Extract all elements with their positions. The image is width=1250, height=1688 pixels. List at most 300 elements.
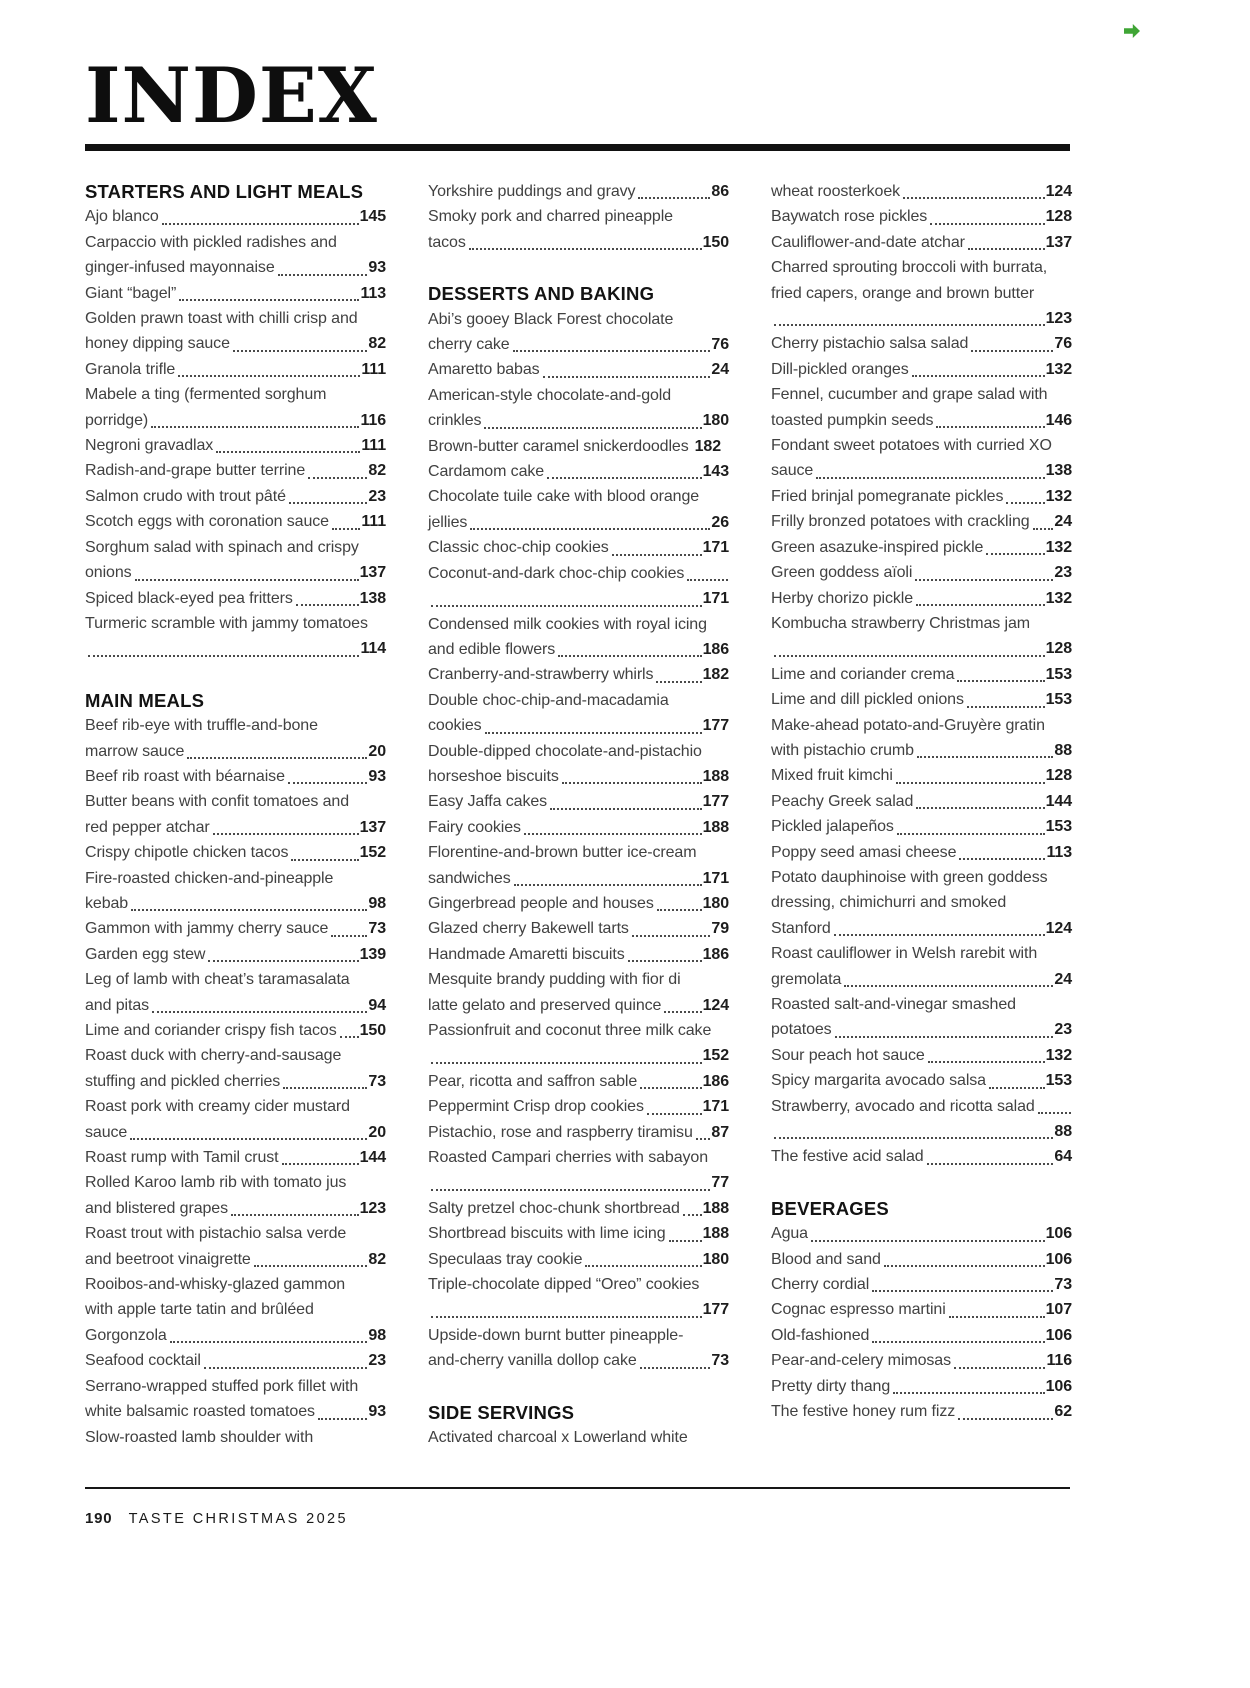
entry-page-number: 23 (1054, 1021, 1072, 1039)
entry-page-number: 153 (1045, 691, 1072, 709)
index-entry (85, 840, 386, 865)
entry-text: horseshoe biscuits (428, 767, 559, 785)
index-entry (428, 535, 729, 560)
dot-leader (278, 274, 368, 276)
entry-text: latte gelato and preserved quince (428, 996, 662, 1014)
entry-page-number: 24 (1054, 970, 1072, 988)
dot-leader (431, 605, 702, 607)
dot-leader (179, 299, 359, 301)
dot-leader (872, 1290, 1053, 1292)
entry-page-number: 73 (1054, 1276, 1072, 1294)
index-column-1 (85, 179, 386, 1451)
entry-text: Negroni gravadlax (85, 437, 214, 455)
dot-leader (254, 1265, 368, 1267)
dot-leader (834, 934, 1045, 936)
entry-text: jellies (428, 513, 468, 531)
entry-page-number: 24 (1054, 513, 1072, 531)
dot-leader (562, 782, 702, 784)
index-entry (771, 814, 1072, 839)
entry-text: Gingerbread people and houses (428, 894, 654, 912)
entry-page-number: 177 (702, 1301, 729, 1319)
entry-page-number: 137 (359, 818, 386, 836)
entry-text: and edible flowers (428, 640, 556, 658)
entry-page-number: 186 (702, 640, 729, 658)
entry-text: Pickled jalapeños (771, 818, 894, 836)
dot-leader (431, 1062, 702, 1064)
entry-page-number: 87 (711, 1123, 729, 1141)
index-entry (771, 357, 1072, 382)
entry-page-number: 94 (368, 996, 386, 1014)
index-entry (85, 1043, 386, 1094)
dot-leader (774, 1137, 1053, 1139)
dot-leader (647, 1113, 702, 1115)
entry-page-number: 73 (368, 1072, 386, 1090)
footer-magazine-name: TASTE CHRISTMAS 2025 (128, 1511, 348, 1527)
dot-leader (696, 1138, 711, 1140)
index-entry (771, 1399, 1072, 1424)
entry-page-number: 186 (702, 945, 729, 963)
page-content (85, 52, 1070, 1451)
entry-text: Smoky pork and charred pineapple (428, 208, 673, 226)
dot-leader (928, 1061, 1045, 1063)
entry-page-number: 77 (711, 1174, 729, 1192)
dot-leader (844, 985, 1053, 987)
entry-text: sauce (771, 462, 814, 480)
entry-page-number: 177 (702, 793, 729, 811)
dot-leader (208, 960, 358, 962)
entry-text: The festive acid salad (771, 1148, 924, 1166)
entry-text: and pitas (85, 996, 150, 1014)
entry-text: sandwiches (428, 869, 511, 887)
entry-page-number: 116 (1046, 1352, 1072, 1370)
dot-leader (289, 502, 368, 504)
index-entry (428, 204, 729, 255)
entry-page-number: 152 (359, 844, 386, 862)
entry-page-number: 188 (702, 1199, 729, 1217)
dot-leader (683, 1214, 702, 1216)
index-entry (771, 1144, 1072, 1169)
entry-page-number: 171 (702, 539, 729, 557)
entry-text: Pretty dirty thang (771, 1377, 891, 1395)
dot-leader (884, 1265, 1045, 1267)
dot-leader (912, 375, 1045, 377)
entry-text: Amaretto babas (428, 361, 540, 379)
index-entry (428, 1094, 729, 1119)
entry-text: Fennel, cucumber and grape salad with (771, 386, 1048, 404)
dot-leader (916, 807, 1044, 809)
dot-leader (131, 909, 367, 911)
dot-leader (816, 477, 1044, 479)
index-entry (428, 1018, 729, 1069)
dot-leader (664, 1011, 701, 1013)
dot-leader (657, 909, 702, 911)
index-entry (428, 1247, 729, 1272)
entry-text: Garden egg stew (85, 945, 206, 963)
section-header: MAIN MEALS (85, 689, 205, 711)
entry-page-number: 23 (368, 1352, 386, 1370)
dot-leader (213, 833, 359, 835)
entry-page-number: 139 (359, 945, 386, 963)
dot-leader (318, 1418, 367, 1420)
dot-leader (949, 1316, 1045, 1318)
index-entry (428, 891, 729, 916)
index-entry (771, 1297, 1072, 1322)
entry-page-number: 93 (368, 259, 386, 277)
entry-page-number: 132 (1045, 360, 1072, 378)
entry-page-number: 82 (368, 335, 386, 353)
entry-text: Kombucha strawberry Christmas jam (771, 614, 1030, 632)
entry-text: The festive honey rum fizz (771, 1403, 956, 1421)
entry-text: Turmeric scramble with jammy tomatoes (85, 614, 368, 632)
dot-leader (971, 350, 1053, 352)
dot-leader (903, 197, 1045, 199)
entry-text: with apple tarte tatin and brûléed (85, 1301, 314, 1319)
entry-text: Mixed fruit kimchi (771, 767, 893, 785)
entry-text: Frilly bronzed potatoes with crackling (771, 513, 1030, 531)
index-entry (771, 331, 1072, 356)
index-entry (428, 459, 729, 484)
index-entry (771, 1043, 1072, 1068)
entry-text: Fondant sweet potatoes with curried XO (771, 437, 1052, 455)
entry-page-number: 26 (711, 513, 729, 531)
entry-page-number: 23 (368, 487, 386, 505)
entry-page-number: 111 (361, 360, 386, 378)
entry-text: honey dipping sauce (85, 335, 230, 353)
entry-text: Fairy cookies (428, 818, 521, 836)
index-entry (771, 204, 1072, 229)
entry-page-number: 76 (1054, 335, 1072, 353)
index-entry (85, 942, 386, 967)
footer-page-number: 190 (85, 1510, 113, 1527)
entry-text: Sour peach hot sauce (771, 1046, 925, 1064)
index-entry (85, 764, 386, 789)
dot-leader (1033, 528, 1054, 530)
entry-page-number: 143 (702, 463, 729, 481)
title-rule (85, 144, 1070, 151)
index-entry (771, 560, 1072, 585)
entry-text: Passionfruit and coconut three milk cake (428, 1022, 712, 1039)
index-entry (85, 1272, 386, 1348)
index-entry (771, 713, 1072, 764)
dot-leader (88, 655, 359, 657)
entry-text: Peachy Greek salad (771, 792, 914, 810)
entry-page-number: 124 (702, 996, 729, 1014)
entry-page-number: 171 (702, 1098, 729, 1116)
entry-text: Mesquite brandy pudding with fior di (428, 971, 681, 989)
entry-page-number: 180 (702, 894, 729, 912)
dot-leader (231, 1214, 359, 1216)
dot-leader (893, 1392, 1044, 1394)
entry-text: Roast rump with Tamil crust (85, 1149, 279, 1167)
dot-leader (331, 935, 367, 937)
entry-page-number: 144 (359, 1149, 386, 1167)
entry-text: ginger-infused mayonnaise (85, 259, 275, 277)
index-entry (85, 1094, 386, 1145)
index-entry (771, 382, 1072, 433)
entry-text: tacos (428, 233, 466, 251)
section-header: BEVERAGES (771, 1197, 889, 1219)
index-entry (85, 586, 386, 611)
index-entry (428, 1196, 729, 1221)
entry-page-number: 128 (1045, 640, 1072, 658)
entry-text: Old-fashioned (771, 1326, 870, 1344)
entry-page-number: 123 (1045, 310, 1072, 328)
dot-leader (959, 858, 1045, 860)
dot-leader (958, 1418, 1053, 1420)
entry-text: Salmon crudo with trout pâté (85, 487, 286, 505)
index-entry (771, 789, 1072, 814)
dot-leader (282, 1163, 359, 1165)
entry-text: marrow sauce (85, 742, 185, 760)
entry-page-number: 93 (368, 767, 386, 785)
index-entry (428, 1272, 729, 1323)
index-entry (771, 763, 1072, 788)
entry-text: and-cherry vanilla dollop cake (428, 1352, 637, 1370)
dot-leader (989, 1087, 1045, 1089)
footer-rule (85, 1487, 1070, 1489)
index-entry (428, 1145, 729, 1196)
dot-leader (151, 426, 359, 428)
entry-text: Lime and dill pickled onions (771, 691, 964, 709)
dot-leader (915, 579, 1053, 581)
entry-text: Strawberry, avocado and ricotta salad (771, 1097, 1035, 1115)
entry-page-number: 123 (359, 1199, 386, 1217)
entry-page-number: 93 (368, 1403, 386, 1421)
dot-leader (340, 1036, 359, 1038)
index-entry (771, 1374, 1072, 1399)
index-entry (85, 1170, 386, 1221)
entry-text: Classic choc-chip cookies (428, 539, 609, 557)
index-entry (428, 561, 729, 612)
entry-text: Rooibos-and-whisky-glazed gammon (85, 1276, 346, 1294)
dot-leader (968, 248, 1045, 250)
index-entry (771, 255, 1072, 331)
entry-page-number: 188 (702, 767, 729, 785)
section-header: STARTERS AND LIGHT MEALS (85, 181, 364, 202)
entry-page-number: 150 (702, 233, 729, 251)
index-entry (771, 662, 1072, 687)
dot-leader (656, 681, 701, 683)
entry-text: Granola trifle (85, 360, 176, 378)
section-header: SIDE SERVINGS (428, 1401, 575, 1423)
dot-leader (170, 1341, 368, 1343)
dot-leader (431, 1316, 702, 1318)
entry-text: Salty pretzel choc-chunk shortbread (428, 1199, 680, 1217)
index-entry (85, 433, 386, 458)
index-entry (85, 789, 386, 840)
index-entry (771, 941, 1072, 992)
entry-page-number: 152 (702, 1047, 729, 1065)
entry-page-number: 23 (1054, 564, 1072, 582)
entry-text: white balsamic roasted tomatoes (85, 1403, 315, 1421)
index-entry (85, 1374, 386, 1425)
entry-page-number: 98 (368, 1326, 386, 1344)
entry-page-number: 106 (1045, 1250, 1072, 1268)
entry-text: Blood and sand (771, 1250, 881, 1268)
entry-text: Mabele a ting (fermented sorghum (85, 386, 327, 404)
entry-text: dressing, chimichurri and smoked (771, 894, 1007, 912)
entry-page-number: 128 (1045, 208, 1072, 226)
entry-page-number: 128 (1045, 767, 1072, 785)
entry-text: Yorkshire puddings and gravy (428, 183, 636, 200)
entry-text: Gammon with jammy cherry sauce (85, 920, 329, 938)
entry-text: Fried brinjal pomegranate pickles (771, 487, 1004, 505)
dot-leader (1038, 1112, 1071, 1114)
index-columns (85, 179, 1070, 1451)
dot-leader (774, 324, 1045, 326)
index-entry (428, 434, 729, 459)
index-entry (428, 916, 729, 941)
entry-text: Roast trout with pistachio salsa verde (85, 1225, 347, 1243)
entry-text: Crispy chipotle chicken tacos (85, 844, 289, 862)
entry-text: sauce (85, 1123, 128, 1141)
entry-page-number: 20 (368, 1123, 386, 1141)
dot-leader (524, 833, 702, 835)
entry-text: Green goddess aïoli (771, 564, 913, 582)
entry-page-number: 116 (360, 411, 386, 429)
entry-page-number: 106 (1045, 1326, 1072, 1344)
index-entry (771, 535, 1072, 560)
entry-page-number: 150 (359, 1022, 386, 1039)
entry-text: Spicy margarita avocado salsa (771, 1072, 986, 1090)
index-entry (85, 916, 386, 941)
entry-text: fried capers, orange and brown butter (771, 284, 1035, 302)
entry-page-number: 138 (1045, 462, 1072, 480)
entry-text: Slow-roasted lamb shoulder with (85, 1428, 314, 1446)
dot-leader (954, 1367, 1046, 1369)
entry-page-number: 88 (1054, 1123, 1072, 1141)
index-entry (428, 967, 729, 1018)
dot-leader (162, 223, 359, 225)
entry-text: Giant “bagel” (85, 284, 177, 302)
entry-page-number: 98 (368, 894, 386, 912)
entry-text: Beef rib roast with béarnaise (85, 767, 285, 785)
entry-text: kebab (85, 894, 129, 912)
dot-leader (308, 477, 367, 479)
entry-text: Seafood cocktail (85, 1352, 201, 1370)
index-entry (428, 1323, 729, 1374)
entry-text: Double choc-chip-and-macadamia (428, 691, 669, 709)
entry-page-number: 144 (1045, 792, 1072, 810)
dot-leader (640, 1367, 711, 1369)
dot-leader (897, 833, 1045, 835)
entry-text: Roast pork with creamy cider mustard (85, 1098, 350, 1116)
entry-text: Handmade Amaretti biscuits (428, 945, 625, 963)
entry-text: Upside-down burnt butter pineapple- (428, 1326, 684, 1344)
index-entry (85, 509, 386, 534)
index-column-2 (428, 179, 729, 1451)
dot-leader (291, 859, 358, 861)
index-entry (771, 1323, 1072, 1348)
entry-page-number: 76 (711, 336, 729, 354)
entry-text: Charred sprouting broccoli with burrata, (771, 259, 1048, 277)
entry-page-number: 153 (1045, 818, 1072, 836)
index-entry (428, 815, 729, 840)
index-entry (771, 865, 1072, 941)
index-entry (428, 1069, 729, 1094)
index-entry (771, 433, 1072, 484)
entry-page-number: 188 (702, 818, 729, 836)
dot-leader (187, 757, 367, 759)
dot-leader (612, 554, 702, 556)
index-entry (771, 509, 1072, 534)
entry-text: red pepper atchar (85, 818, 210, 836)
index-entry (428, 179, 729, 204)
index-column-3 (771, 179, 1072, 1451)
entry-page-number: 188 (702, 1225, 729, 1243)
dot-leader (288, 782, 368, 784)
entry-text: Cherry pistachio salsa salad (771, 335, 969, 353)
dot-leader (640, 1087, 701, 1089)
dot-leader (543, 376, 711, 378)
entry-text: Coconut-and-dark choc-chip cookies (428, 564, 685, 582)
index-entry (771, 230, 1072, 255)
entry-page-number: 73 (368, 920, 386, 938)
dot-leader (835, 1036, 1054, 1038)
index-entry (85, 1018, 386, 1043)
index-entry (85, 713, 386, 764)
dot-leader (178, 375, 360, 377)
entry-text: Lime and coriander crispy fish tacos (85, 1022, 337, 1039)
dot-leader (669, 1240, 702, 1242)
entry-text: Stanford (771, 919, 831, 937)
entry-page-number: 132 (1045, 487, 1072, 505)
dot-leader (774, 655, 1045, 657)
entry-page-number: 114 (360, 640, 386, 658)
entry-text: Cognac espresso martini (771, 1301, 946, 1319)
dot-leader (484, 427, 701, 429)
entry-text: Potato dauphinoise with green goddess (771, 868, 1048, 886)
entry-page-number: 24 (711, 361, 729, 379)
dot-leader (957, 680, 1044, 682)
dot-leader (216, 451, 360, 453)
entry-page-number: 137 (1045, 233, 1072, 251)
index-entry (428, 789, 729, 814)
entry-page-number: 138 (359, 589, 386, 607)
entry-page-number: 180 (702, 1250, 729, 1268)
dot-leader (204, 1367, 368, 1369)
dot-leader (930, 223, 1044, 225)
entry-text: cookies (428, 717, 482, 735)
entry-page-number: 79 (711, 920, 729, 938)
entry-text: Agua (771, 1225, 808, 1243)
index-entry (85, 281, 386, 306)
index-entry (428, 383, 729, 434)
entry-text: Baywatch rose pickles (771, 208, 928, 226)
entry-text: American-style chocolate-and-gold (428, 386, 672, 404)
entry-text: wheat roosterkoek (771, 183, 901, 200)
index-entry (85, 611, 386, 662)
entry-page-number: 153 (1045, 665, 1072, 683)
index-entry (85, 484, 386, 509)
index-entry (428, 357, 729, 382)
entry-text: Triple-chocolate dipped “Oreo” cookies (428, 1276, 700, 1294)
index-entry (771, 179, 1072, 204)
dot-leader (1006, 502, 1044, 504)
entry-text: Activated charcoal x Lowerland white (428, 1429, 688, 1447)
entry-text: Abi’s gooey Black Forest chocolate (428, 310, 674, 328)
index-entry (771, 687, 1072, 712)
index-entry (85, 535, 386, 586)
index-entry (771, 586, 1072, 611)
entry-text: toasted pumpkin seeds (771, 411, 934, 429)
entry-text: Lime and coriander crema (771, 665, 955, 683)
index-entry (85, 1425, 386, 1450)
entry-page-number: 186 (702, 1072, 729, 1090)
index-entry (85, 1145, 386, 1170)
dot-leader (585, 1265, 701, 1267)
entry-page-number: 145 (359, 208, 386, 226)
